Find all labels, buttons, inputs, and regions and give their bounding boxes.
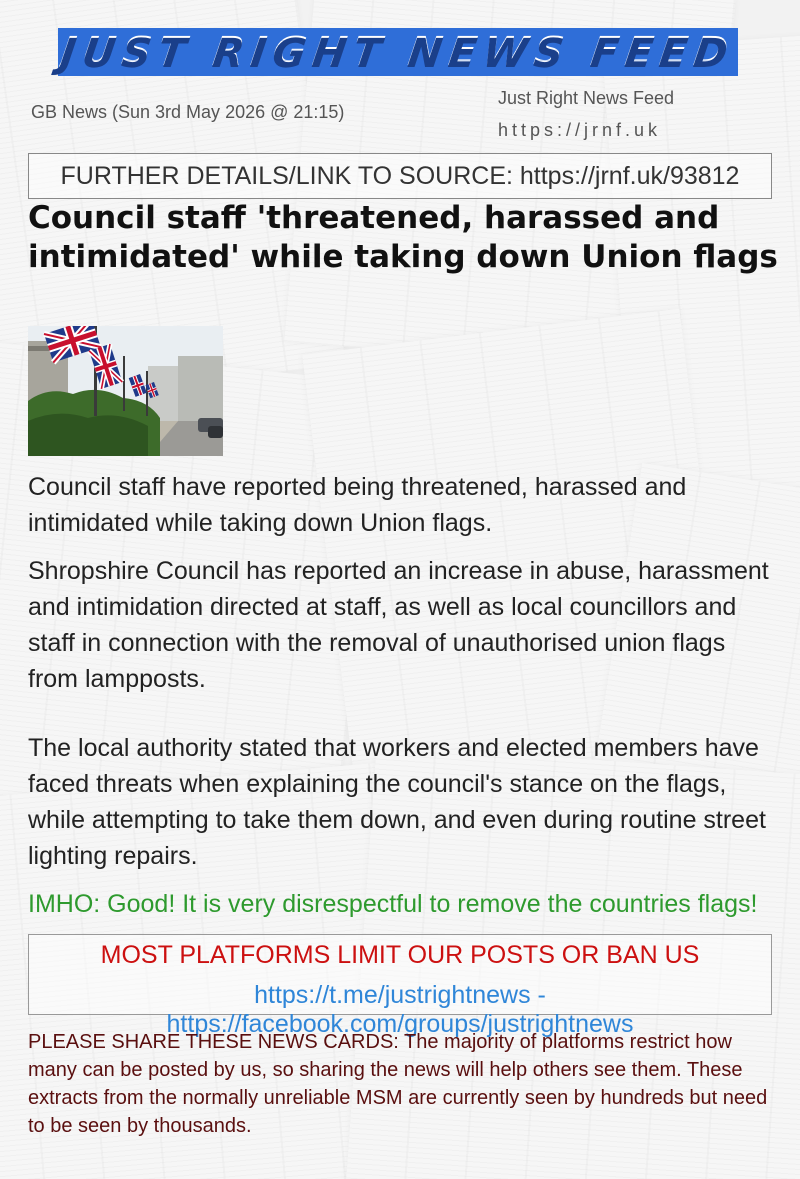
article-photo [28,326,223,456]
site-url[interactable]: https://jrnf.uk [498,120,662,140]
site-name: Just Right News Feed [498,88,675,108]
platform-notice-title: MOST PLATFORMS LIMIT OUR POSTS OR BAN US [100,941,700,969]
banner-title: JUST RIGHT NEWS FEED [58,29,738,75]
platform-notice-box [28,934,772,1038]
article-paragraph: Shropshire Council has reported an increase in abuse, harassment and intimidation directed at staff, as well as local councillors and staff in connection with the removal of unauthorised union flags from lampposts. [28,557,769,693]
opinion-comment: IMHO: Good! It is very disrespectful to remove the countries flags! [28,890,758,918]
source-link[interactable]: FURTHER DETAILS/LINK TO SOURCE: https://jrnf.uk/93812 [60,161,740,190]
article-paragraph: Council staff have reported being threatened, harassed and intimidated while taking down Union flags. [28,473,687,537]
site-banner [58,28,738,76]
article-paragraph: The local authority stated that workers and elected members have faced threats when explaining the council's stance on the flags, while attempting to take them down, and even during routine street lighting repairs. [28,734,766,870]
article-headline: Council staff 'threatened, harassed and intimidated' while taking down Union flags [28,200,778,275]
source-byline: GB News (Sun 3rd May 2026 @ 21:15) [31,102,345,122]
share-notice: PLEASE SHARE THESE NEWS CARDS: The majority of platforms restrict how many can be posted by us, so sharing the news will help others see them. These extracts from the normally unreliable MSM are currently seen by hundreds but need to be seen by thousands. [28,1031,768,1137]
source-link-box[interactable] [28,153,772,199]
social-links[interactable]: https://t.me/justrightnews - https://facebook.com/groups/justrightnews [166,981,634,1038]
